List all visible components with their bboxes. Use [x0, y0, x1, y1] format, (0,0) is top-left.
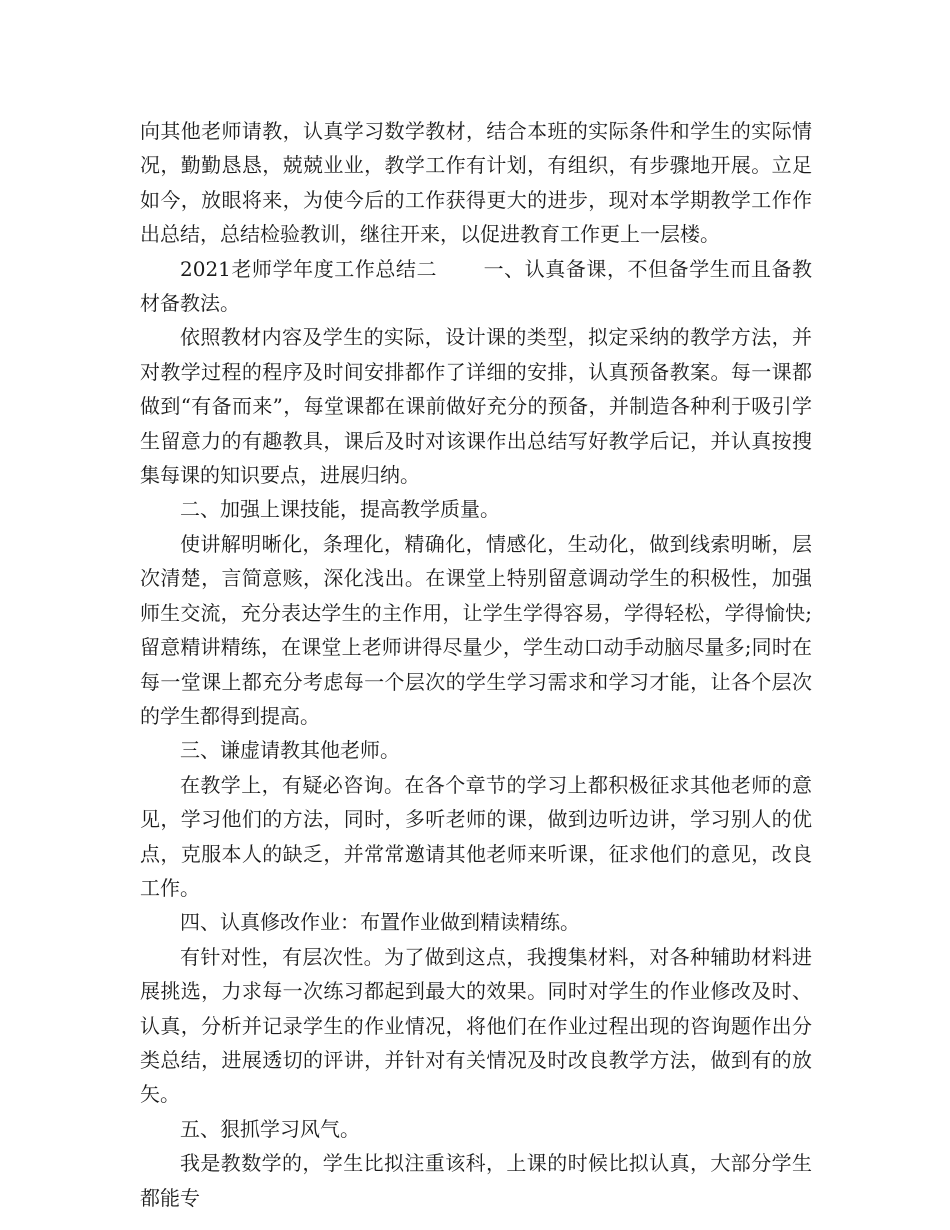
paragraph-lesson-prep: 依照教材内容及学生的实际，设计课的类型，拟定采纳的教学方法，并对教学过程的程序及时间安排都作了详细的安排，认真预备教案。每一课都做到“有备而来”，每堂课都在课前做好充分的预备，并制造各种利于吸引学生留意力的有趣教具，课后及时对该课作出总结写好教学后记，并认真按搜集每课的知识要点，进展归纳。 [140, 325, 812, 488]
paragraph-study-atmosphere: 我是教数学的，学生比拟注重该科，上课的时候比拟认真，大部分学生都能专 [140, 1151, 812, 1210]
section-one-heading: 一、认真备课，不但备学生而且备教材备教法。 [140, 256, 813, 316]
summary-title: 2021老师学年度工作总结二 [180, 256, 438, 281]
section-three-heading: 三、谦虚请教其他老师。 [180, 738, 400, 763]
paragraph-consult-teachers: 在教学上，有疑必咨询。在各个章节的学习上都积极征求其他老师的意见，学习他们的方法，同时，多听老师的课，做到边听边讲，学习别人的优点，克服本人的缺乏，并常常邀请其他老师来听课，征求他们的意见，改良工作。 [140, 772, 812, 900]
paragraph-intro: 向其他老师请教，认真学习数学教材，结合本班的实际条件和学生的实际情况，勤勤恳恳，兢兢业业，教学工作有计划，有组织，有步骤地开展。立足如今，放眼将来，为使今后的工作获得更大的进步，现对本学期教学工作作出总结，总结检验教训，继往开来，以促进教育工作更上一层楼。 [140, 119, 812, 247]
paragraph-section-heading [140, 252, 812, 321]
section-four-heading: 四、认真修改作业：布置作业做到精读精练。 [180, 910, 580, 935]
paragraph-homework: 有针对性，有层次性。为了做到这点，我搜集材料，对各种辅助材料进展挑选，力求每一次练习都起到最大的效果。同时对学生的作业修改及时、认真，分析并记录学生的作业情况，将他们在作业过程出现的咨询题作出分类总结，进展透切的评讲，并针对有关情况及时改良教学方法，做到有的放矢。 [140, 944, 812, 1107]
paragraph-teaching-quality: 使讲解明晰化，条理化，精确化，情感化，生动化，做到线索明晰，层次清楚，言简意赅，深化浅出。在课堂上特别留意调动学生的积极性，加强师生交流，充分表达学生的主作用，让学生学得容易，学得轻松，学得愉快;留意精讲精练，在课堂上老师讲得尽量少，学生动口动手动脑尽量多;同时在每一堂课上都充分考虑每一个层次的学生学习需求和学习才能，让各个层次的学生都得到提高。 [140, 531, 812, 728]
section-two-heading: 二、加强上课技能，提高教学质量。 [180, 497, 500, 522]
section-five-heading: 五、狠抓学习风气。 [180, 1116, 360, 1141]
document-body [140, 114, 812, 1215]
